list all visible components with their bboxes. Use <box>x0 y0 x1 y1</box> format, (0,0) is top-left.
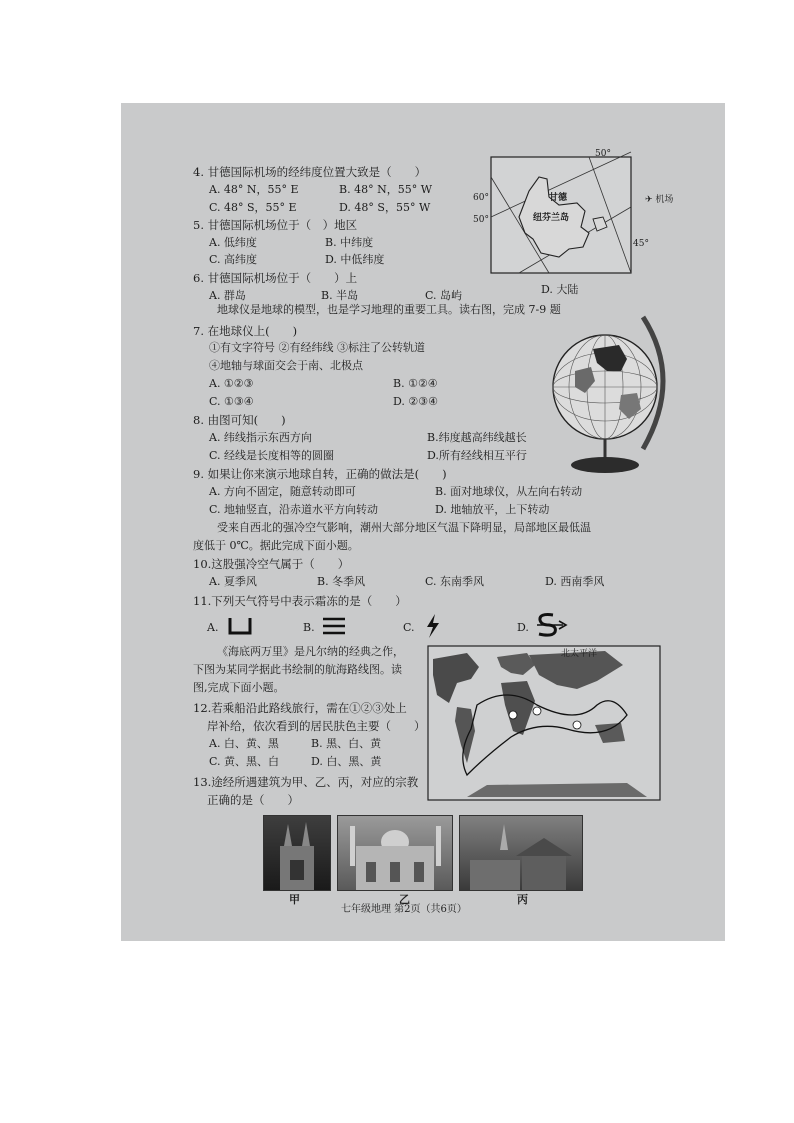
q5-option-b: B. 中纬度 <box>325 236 374 249</box>
q10-stem: 10.这股强冷空气属于（ ） <box>193 557 350 571</box>
q10-option-b: B. 冬季风 <box>317 575 366 588</box>
map1-legend <box>645 193 673 207</box>
q6-option-a: A. 群岛 <box>209 289 246 302</box>
world-map-label: 北太平洋 <box>561 649 598 659</box>
map1-legend-label: 机场 <box>655 195 674 205</box>
map1-place-gander: 甘德 <box>549 193 568 203</box>
q12-option-c: C. 黄、黑、白 <box>209 755 280 768</box>
q5-option-c: C. 高纬度 <box>209 253 258 266</box>
map1-lat-left-mid: 50° <box>473 215 489 225</box>
q5-stem: 5. 甘德国际机场位于（ ）地区 <box>193 218 358 232</box>
q13-stem-line1: 13.途经所遇建筑为甲、乙、丙，对应的宗教 <box>193 775 419 789</box>
map1-lat-top: 50° <box>595 149 611 159</box>
photo-label-yi: 乙 <box>399 893 410 906</box>
q7-option-b: B. ①②④ <box>393 377 438 390</box>
q5-option-a: A. 低纬度 <box>209 236 257 249</box>
photo-yi-mosque <box>337 815 453 891</box>
q11-option-b: B. <box>303 621 315 634</box>
q9-option-a: A. 方向不固定，随意转动即可 <box>209 485 356 498</box>
world-route-map <box>427 645 661 801</box>
map1-place-island: 纽芬兰岛 <box>533 213 570 223</box>
q4-option-b: B. 48° N，55° W <box>339 183 432 196</box>
q4-stem: 4. 甘德国际机场的经纬度位置大致是（ ） <box>193 165 427 179</box>
q12-stem-line2: 岸补给，依次看到的居民肤色主要（ ） <box>207 719 426 733</box>
intro-sea-line3: 图,完成下面小题。 <box>193 681 285 694</box>
q6-option-c: C. 岛屿 <box>425 289 463 302</box>
q8-option-b: B.纬度越高纬线越长 <box>427 431 527 444</box>
q12-option-d: D. 白、黑、黄 <box>311 755 382 768</box>
intro-cold-line2: 度低于 0℃。据此完成下面小题。 <box>193 539 359 552</box>
q7-option-a: A. ①②③ <box>209 377 254 390</box>
page-footer: 七年级地理 第2页（共6页） <box>341 904 467 915</box>
q9-option-c: C. 地轴竖直，沿赤道水平方向转动 <box>209 503 379 516</box>
q6-stem: 6. 甘德国际机场位于（ ）上 <box>193 271 358 285</box>
q7-statements-2: ④地轴与球面交会于南、北极点 <box>209 359 363 372</box>
q9-option-b: B. 面对地球仪，从左向右转动 <box>435 485 583 498</box>
q9-stem: 9. 如果让你来演示地球自转，正确的做法是( ) <box>193 467 447 481</box>
q12-stem-line1: 12.若乘船沿此路线旅行，需在①②③处上 <box>193 701 407 715</box>
q12-option-b: B. 黑、白、黄 <box>311 737 382 750</box>
weather-symbol-b-icon <box>321 615 347 637</box>
photo-bing-temple <box>459 815 583 891</box>
intro-globe: 地球仪是地球的模型，也是学习地理的重要工具。读右图，完成 7-9 题 <box>217 303 561 316</box>
q11-stem: 11.下列天气符号中表示霜冻的是（ ） <box>193 594 407 608</box>
q4-option-c: C. 48° S，55° E <box>209 201 297 214</box>
q8-option-c: C. 经线是长度相等的圆圈 <box>209 449 335 462</box>
weather-symbol-c-icon <box>423 613 443 639</box>
q8-option-d: D.所有经线相互平行 <box>427 449 527 462</box>
q5-option-d: D. 中低纬度 <box>325 253 385 266</box>
intro-sea-line1: 《海底两万里》是凡尔纳的经典之作， <box>217 645 404 658</box>
q7-statements-1: ①有文字符号 ②有经纬线 ③标注了公转轨道 <box>209 341 425 354</box>
q13-stem-line2: 正确的是（ ） <box>207 793 299 807</box>
q4-option-d: D. 48° S，55° W <box>339 201 431 214</box>
photo-label-jia: 甲 <box>289 893 300 906</box>
airport-icon: ✈ <box>645 195 653 205</box>
q7-stem: 7. 在地球仪上( ) <box>193 324 298 338</box>
q10-option-a: A. 夏季风 <box>209 575 257 588</box>
q8-stem: 8. 由图可知( ) <box>193 413 286 427</box>
q11-option-d: D. <box>517 621 529 634</box>
intro-cold-line1: 受来自西北的强冷空气影响，潮州大部分地区气温下降明显，局部地区最低温 <box>217 521 591 534</box>
q7-option-d: D. ②③④ <box>393 395 439 408</box>
q12-option-a: A. 白、黄、黑 <box>209 737 279 750</box>
q4-option-a: A. 48° N，55° E <box>209 183 299 196</box>
q11-option-c: C. <box>403 621 415 634</box>
intro-sea-line2: 下图为某同学据此书绘制的航海路线图。读 <box>193 663 402 676</box>
weather-symbol-d-icon <box>533 611 569 639</box>
photo-jia-cathedral <box>263 815 331 891</box>
q6-option-b: B. 半岛 <box>321 289 359 302</box>
weather-symbol-a-icon <box>227 615 253 637</box>
q9-option-d: D. 地轴放平，上下转动 <box>435 503 550 516</box>
q7-option-c: C. ①③④ <box>209 395 254 408</box>
map1-lon-right: 45° <box>633 239 649 249</box>
q6-option-d: D. 大陆 <box>541 283 579 296</box>
q10-option-c: C. 东南季风 <box>425 575 485 588</box>
exam-sheet <box>121 103 725 941</box>
photo-label-bing: 丙 <box>517 893 528 906</box>
map1-lat-left-top: 60° <box>473 193 489 203</box>
q8-option-a: A. 纬线指示东西方向 <box>209 431 312 444</box>
q10-option-d: D. 西南季风 <box>545 575 605 588</box>
q11-option-a: A. <box>207 621 219 634</box>
globe-image <box>535 309 675 477</box>
